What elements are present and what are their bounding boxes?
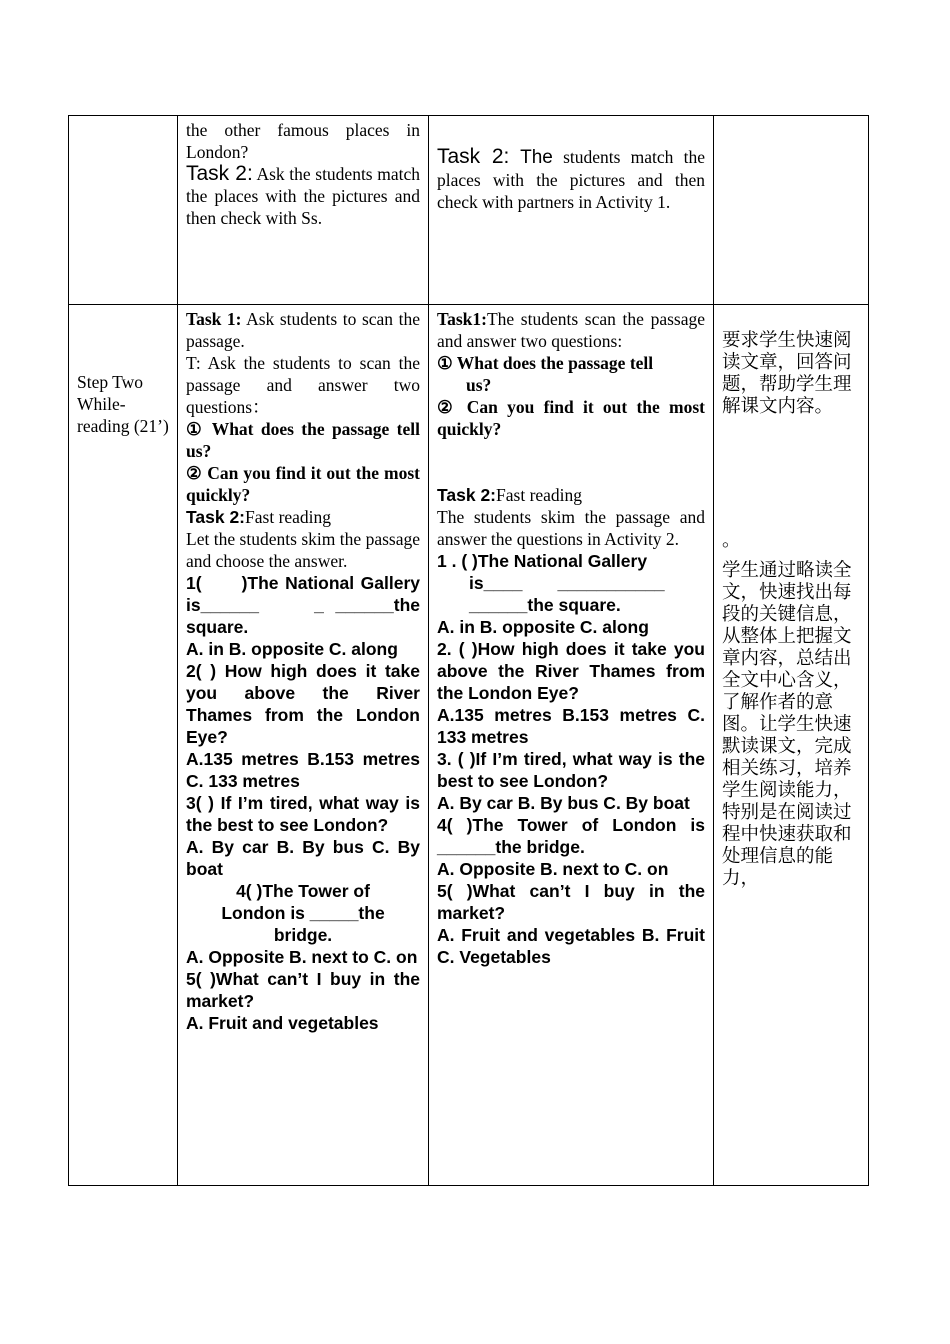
student-task2 [437, 146, 705, 213]
table-row [69, 116, 869, 305]
teacher-task2 [186, 163, 420, 229]
task-text: Ask the students match the places with the pictures and then check with Ss. [186, 164, 421, 228]
teacher-line: the other famous places in London? [186, 120, 420, 162]
purpose-text: 学生通过略读全文，快速找出每段的关键信息，从整体上把握文章内容，总结出全文中心含义，了解作者的意图。让学生快速默读课文，完成相关练习，培养学生阅读能力，特别是在阅读过程中快速获取和处理信息的能力， [722, 560, 852, 889]
exercise-item: A. Fruit and vegetables B. Fruit C. Vegetables [437, 925, 705, 967]
purpose-cell [714, 116, 869, 305]
exercise-item: A. Fruit and vegetables [186, 1013, 379, 1033]
purpose-dot: 。 [722, 530, 741, 551]
task-text: Fast reading [245, 507, 332, 527]
task-label: Task1: [437, 309, 487, 329]
teacher-task2 [186, 506, 420, 528]
exercise-item: A. By car B. By bus C. By boat [186, 837, 420, 879]
teacher-line: T: Ask the students to scan the passage and answer two questions： [186, 353, 420, 417]
step-cell [69, 116, 178, 305]
table-row [69, 305, 869, 1186]
task-text: Fast reading [496, 485, 583, 505]
exercise-item: 5( )What can’t I buy in the market? [437, 881, 705, 923]
exercise-item: 2. ( )How high does it take you above the River Thames from the London Eye? [437, 639, 705, 703]
exercise-item: 4( )The Tower of London is ______the bridge. [437, 815, 705, 857]
exercise-item: 1( )The National Gallery is______ _ ______the square. [186, 573, 420, 637]
question-1-cont: us? [466, 375, 492, 395]
task-text: The students scan the passage and answer two questions: [437, 309, 705, 351]
exercise-item: 5( )What can’t I buy in the market? [186, 969, 420, 1011]
exercise-item: 4( )The Tower of [236, 881, 370, 901]
exercise-item: 1 . ( )The National Gallery [437, 551, 648, 571]
exercise-item: A. in B. opposite C. along [186, 639, 398, 659]
spacer [437, 440, 705, 484]
step-label: Step Two While-reading (21’) [77, 372, 169, 436]
task-label: Task 2: [437, 485, 497, 505]
exercise-item: A. in B. opposite C. along [437, 617, 649, 637]
exercise-item: A.135 metres B.153 metres C. 133 metres [186, 749, 420, 791]
exercise-item: is____ ___________ [469, 573, 665, 593]
exercise-item: A.135 metres B.153 metres C. 133 metres [437, 705, 705, 747]
teacher-activity-cell [178, 305, 429, 1186]
teacher-activity-cell [178, 116, 429, 305]
task-label: Task 1: [186, 309, 242, 329]
question-1: ① What does the passage tell [437, 353, 654, 373]
task-text: The [509, 147, 553, 168]
question-2: ② Can you find it out the most quickly? [437, 397, 705, 439]
exercise-item: A. Opposite B. next to C. on [186, 947, 418, 967]
purpose-text: 要求学生快速阅读文章，回答问题，帮助学生理解课文内容。 [722, 330, 852, 417]
question-2: ② Can you find it out the most quickly? [186, 463, 420, 505]
exercise-item: 3. ( )If I’m tired, what way is the best to see London? [437, 749, 705, 791]
student-task2 [437, 484, 705, 506]
student-task1 [437, 308, 705, 352]
task-text: students match the places with the pictures and then check with partners in Activity 1. [437, 147, 705, 212]
purpose-cell [714, 305, 869, 1186]
student-line: The students skim the passage and answer the questions in Activity 2. [437, 507, 705, 549]
question-1: ① What does the passage tell us? [186, 419, 420, 461]
exercise-item: A. By car B. By bus C. By boat [437, 793, 690, 813]
task-label: Task 2: [186, 507, 246, 527]
exercise-item: ______the square. [469, 595, 621, 615]
exercise-item: 3( ) If I’m tired, what way is the best to see London? [186, 793, 420, 835]
exercise-item: 2( ) How high does it take you above the River Thames from the London Eye? [186, 661, 420, 747]
task-label: Task 2: [186, 162, 253, 185]
student-activity-cell [429, 305, 714, 1186]
exercise-item: bridge. [273, 925, 333, 945]
exercise-item: A. Opposite B. next to C. on [437, 859, 669, 879]
task-label: Task 2: [437, 145, 510, 168]
teacher-task1 [186, 308, 420, 352]
step-cell [69, 305, 178, 1186]
task-text: Ask students to scan the passage. [186, 309, 420, 351]
student-activity-cell [429, 116, 714, 305]
spacer [722, 418, 860, 530]
teacher-line: Let the students skim the passage and choose the answer. [186, 529, 420, 571]
lesson-plan-table [68, 115, 869, 1186]
exercise-item: London is _____the [221, 903, 385, 923]
